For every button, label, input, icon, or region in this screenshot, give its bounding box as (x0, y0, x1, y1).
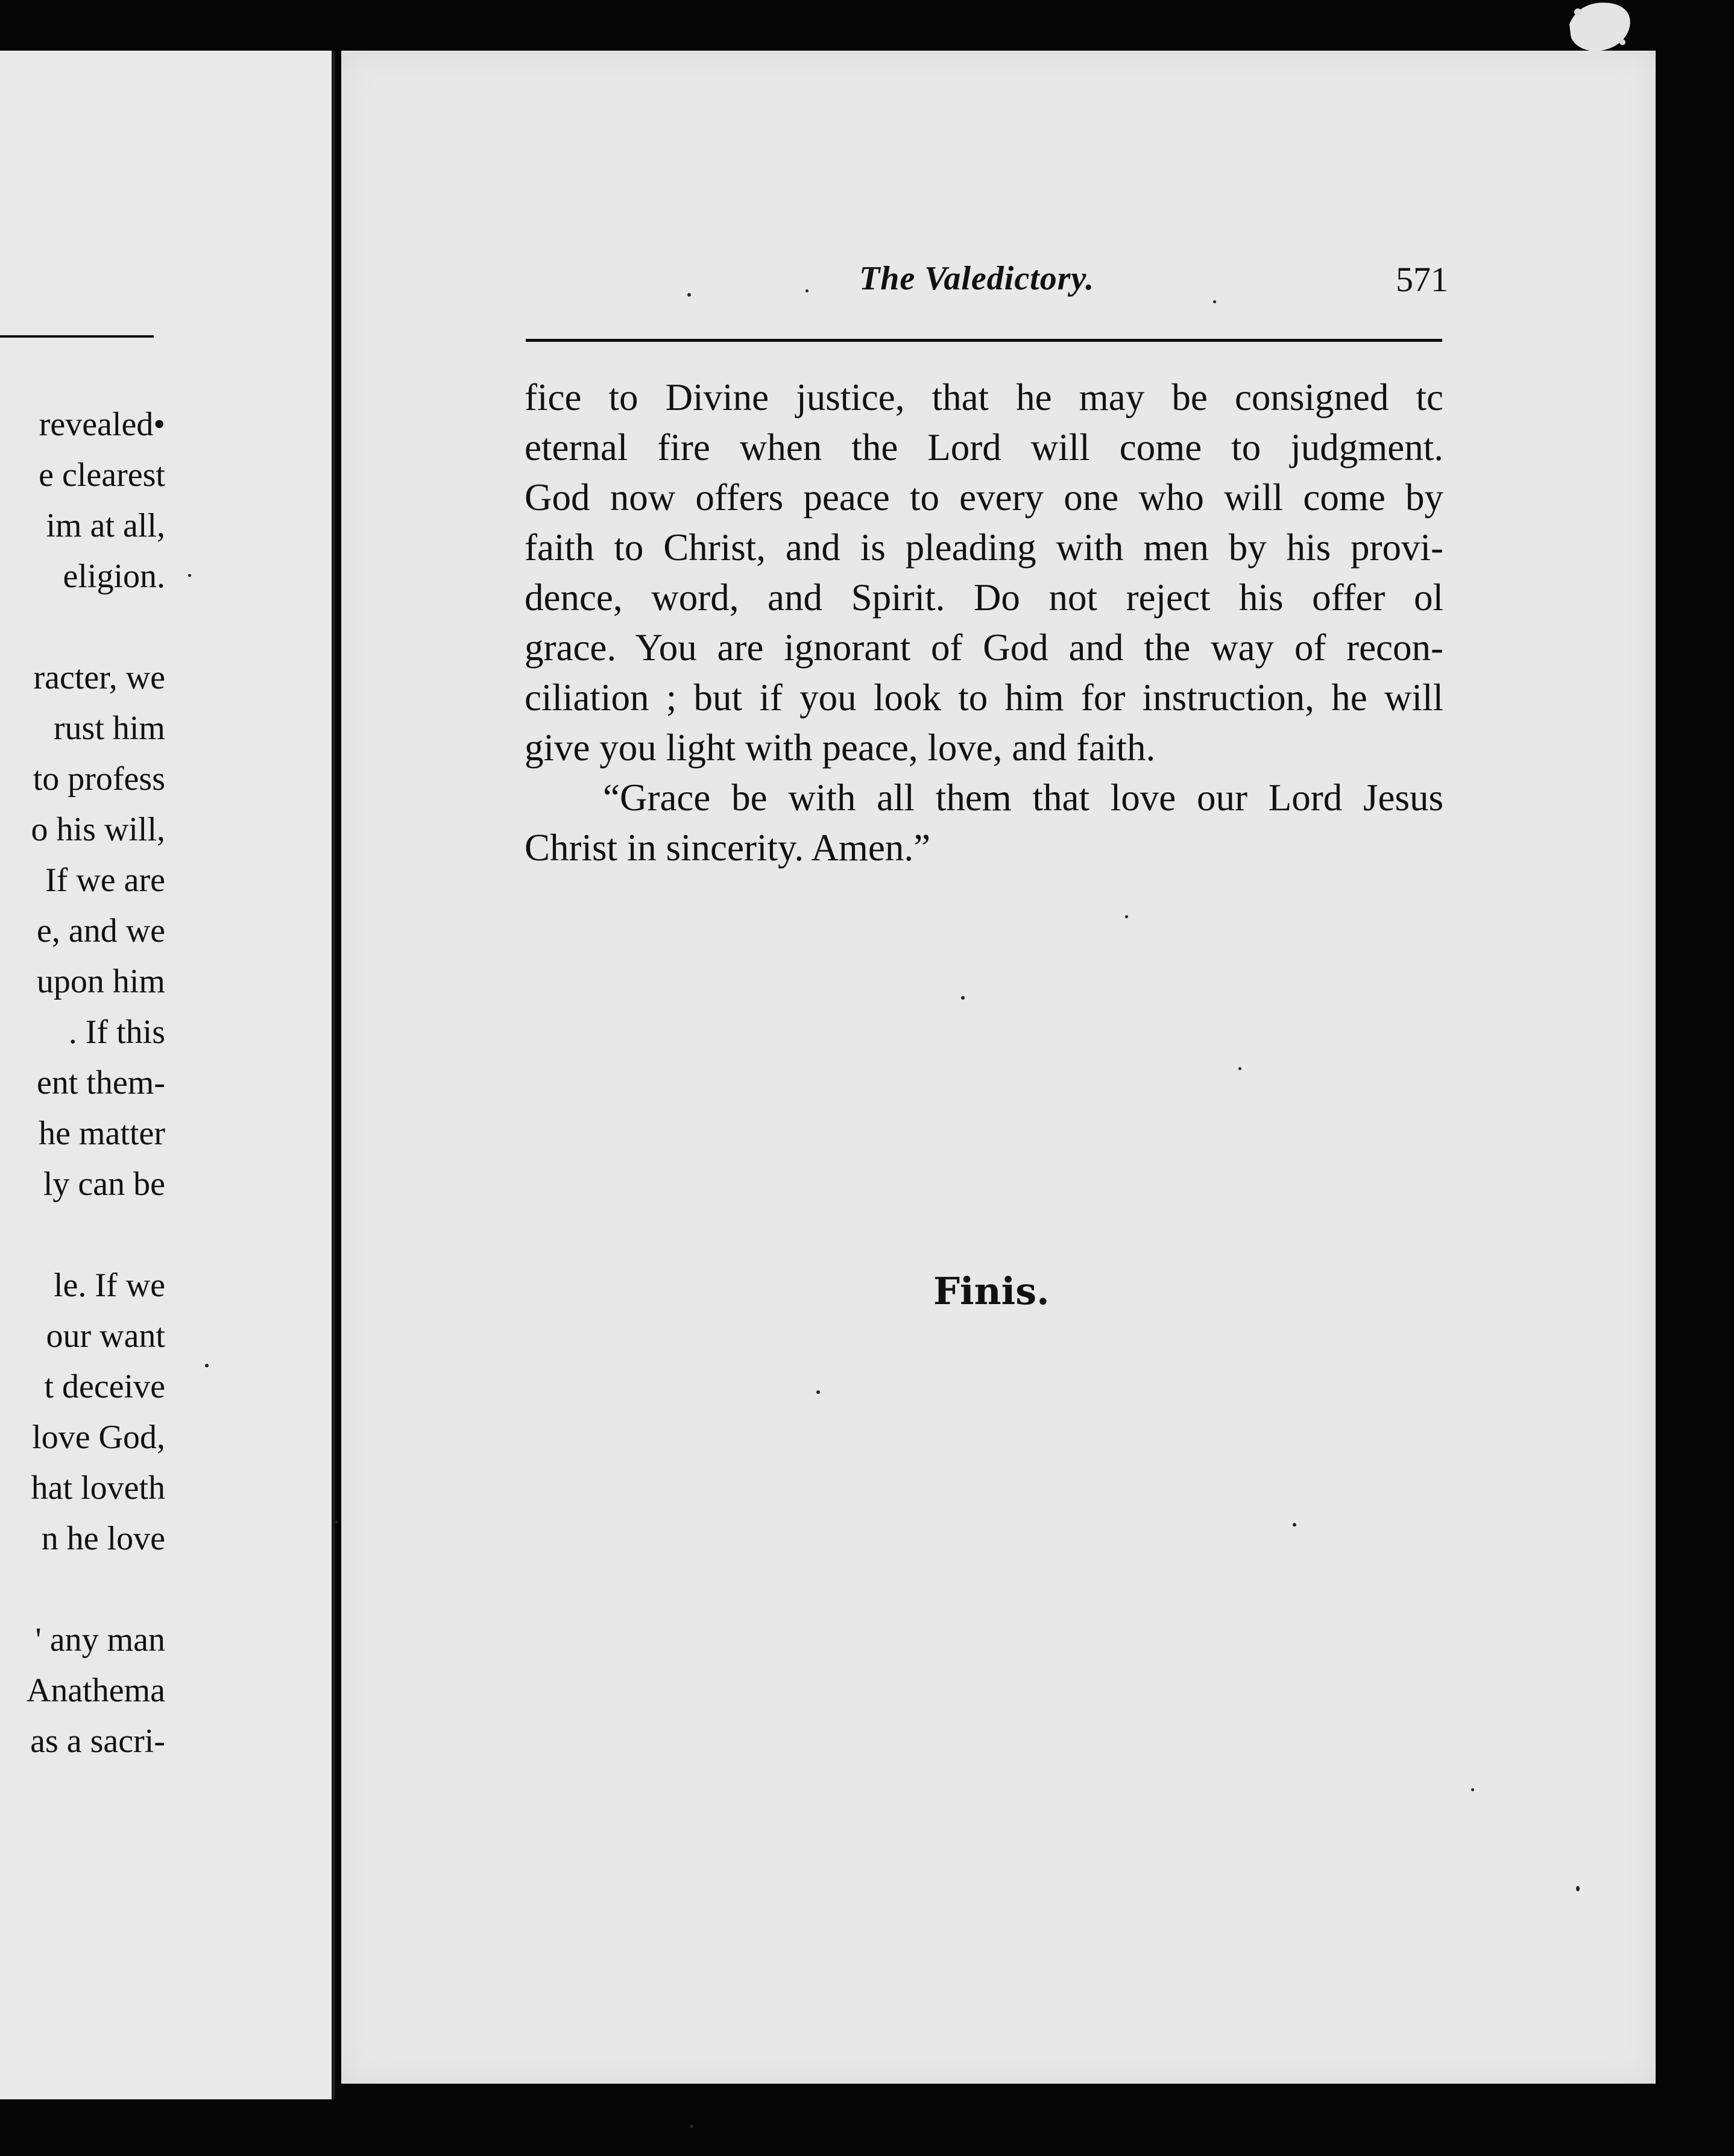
left-page-head-rule (0, 335, 154, 338)
scan-speck (188, 574, 191, 577)
left-page-text (27, 399, 165, 1767)
text-line: give you light with peace, love, and faith. (525, 727, 1156, 769)
scan-speck (690, 2125, 693, 2128)
left-line (27, 1564, 165, 1615)
left-line: rust him (53, 710, 165, 747)
left-line: n he love (41, 1520, 165, 1557)
scan-speck (335, 1521, 338, 1524)
scan-speck (806, 289, 809, 292)
scan-speck (687, 293, 691, 297)
left-line: o his will, (31, 811, 165, 848)
scan-speck (1471, 1788, 1474, 1791)
right-page (341, 51, 1656, 2084)
left-line (27, 1209, 165, 1260)
left-line: he matter (39, 1115, 165, 1152)
left-line: ent them- (36, 1064, 165, 1102)
left-line: our want (46, 1317, 165, 1355)
left-line: ly can be (43, 1165, 165, 1203)
left-line: upon him (36, 963, 165, 1000)
left-line: as a sacri- (30, 1723, 165, 1760)
left-line: eligion. (63, 558, 165, 595)
text-line: faith to Christ, and is pleading with men by his provi- (525, 526, 1443, 569)
text-line: God now offers peace to every one who will come by (525, 476, 1443, 519)
scan-speck (205, 1364, 209, 1367)
scan-speck (1213, 300, 1216, 303)
finis-mark: Finis. (933, 1269, 1050, 1313)
scan-speck (1125, 915, 1128, 918)
page-number: 571 (1396, 260, 1448, 299)
running-head: The Valedictory. (859, 260, 1095, 297)
left-line: racter, we (33, 659, 165, 696)
left-line: love God, (32, 1419, 165, 1456)
left-line: ' any man (35, 1621, 165, 1659)
text-line: ciliation ; but if you look to him for instruction, he will (525, 676, 1443, 719)
text-line: dence, word, and Spirit. Do not reject his offer ol (525, 576, 1443, 619)
scan-speck (1238, 1067, 1241, 1070)
scan-speck (961, 996, 965, 1000)
left-line: t deceive (44, 1368, 165, 1405)
left-page (0, 51, 335, 2099)
torn-paper-corner (1565, 0, 1637, 54)
scan-speck (1293, 1523, 1296, 1527)
quotation-line: Christ in sincerity. Amen.” (525, 827, 931, 869)
left-line: If we are (45, 862, 165, 899)
scan-speck (816, 1390, 820, 1394)
body-text (525, 373, 1443, 873)
left-line: le. If we (53, 1267, 165, 1304)
scan-speck (1576, 1886, 1580, 1891)
left-line: im at all, (46, 507, 165, 544)
quotation-line: “Grace be with all them that love our Lord Jesus (603, 777, 1443, 819)
left-line (27, 602, 165, 652)
text-line: eternal fire when the Lord will come to judgment. (525, 426, 1443, 468)
text-line: fice to Divine justice, that he may be consigned tc (525, 376, 1443, 418)
left-line: e clearest (39, 456, 165, 494)
left-line: to profess (33, 760, 165, 798)
left-line: Anathema (26, 1672, 165, 1709)
running-head-rule (526, 339, 1442, 342)
left-line: hat loveth (31, 1469, 165, 1507)
left-line: revealed• (39, 406, 165, 443)
left-line: . If this (68, 1013, 165, 1051)
text-line: grace. You are ignorant of God and the way of recon- (525, 626, 1443, 669)
left-line: e, and we (36, 912, 165, 950)
